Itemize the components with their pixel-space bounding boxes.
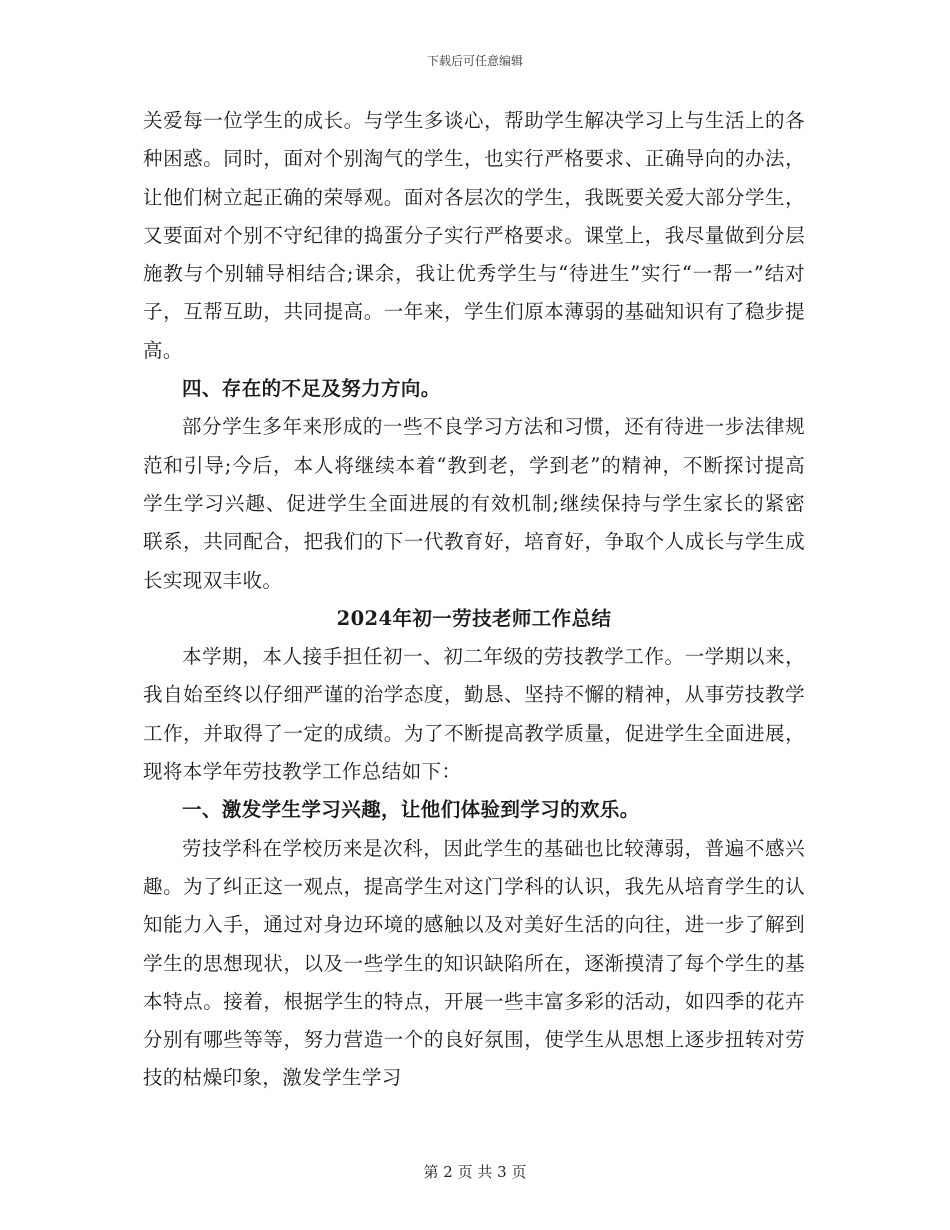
paragraph-continued: 关爱每一位学生的成长。与学生多谈心，帮助学生解决学习上与生活上的各种困惑。同时，面对个别淘气的学生，也实行严格要求、正确导向的办法，让他们树立起正确的荣辱观。面对各层次的学生，我既要关爱大部分学生，又要面对个别不守纪律的捣蛋分子实行严格要求。课堂上，我尽量做到分层施教与个别辅导相结合;课余，我让优秀学生与“待进生”实行“一帮一”结对子，互帮互助，共同提高。一年来，学生们原本薄弱的基础知识有了稳步提高。 bbox=[143, 109, 805, 362]
page-header: 下载后可任意编辑 bbox=[426, 54, 523, 68]
section-heading-1: 一、激发学生学习兴趣，让他们体验到学习的欢乐。 bbox=[182, 798, 640, 822]
page-footer: 第 2 页 共 3 页 bbox=[423, 1163, 527, 1181]
paragraph-shortcomings: 部分学生多年来形成的一些不良学习方法和习惯，还有待进一步法律规范和引导;今后，本人将继续本着“教到老，学到老”的精神，不断探讨提高学生学习兴趣、促进学生全面进展的有效机制;继续保持与学生家长的紧密联系，共同配合，把我们的下一代教育好，培育好，争取个人成长与学生成长实现双丰收。 bbox=[143, 415, 805, 592]
section-heading-4: 四、存在的不足及努力方向。 bbox=[182, 377, 441, 401]
document-title: 2024年初一劳技老师工作总结 bbox=[336, 606, 612, 630]
paragraph-interest: 劳技学科在学校历来是次科，因此学生的基础也比较薄弱，普遍不感兴趣。为了纠正这一观点，提高学生对这门学科的认识，我先从培育学生的认知能力入手，通过对身边环境的感触以及对美好生活的向往，进一步了解到学生的思想现状，以及一些学生的知识缺陷所在，逐渐摸清了每个学生的基本特点。接着，根据学生的特点，开展一些丰富多彩的活动，如四季的花卉分别有哪些等等，努力营造一个的良好氛围，使学生从思想上逐步扭转对劳技的枯燥印象，激发学生学习 bbox=[143, 836, 805, 1090]
paragraph-intro: 本学期，本人接手担任初一、初二年级的劳技教学工作。一学期以来，我自始至终以仔细严谨的治学态度，勤恳、坚持不懈的精神，从事劳技教学工作，并取得了一定的成绩。为了不断提高教学质量，促进学生全面进展，现将本学年劳技教学工作总结如下： bbox=[143, 645, 805, 784]
document-body bbox=[143, 102, 805, 1098]
